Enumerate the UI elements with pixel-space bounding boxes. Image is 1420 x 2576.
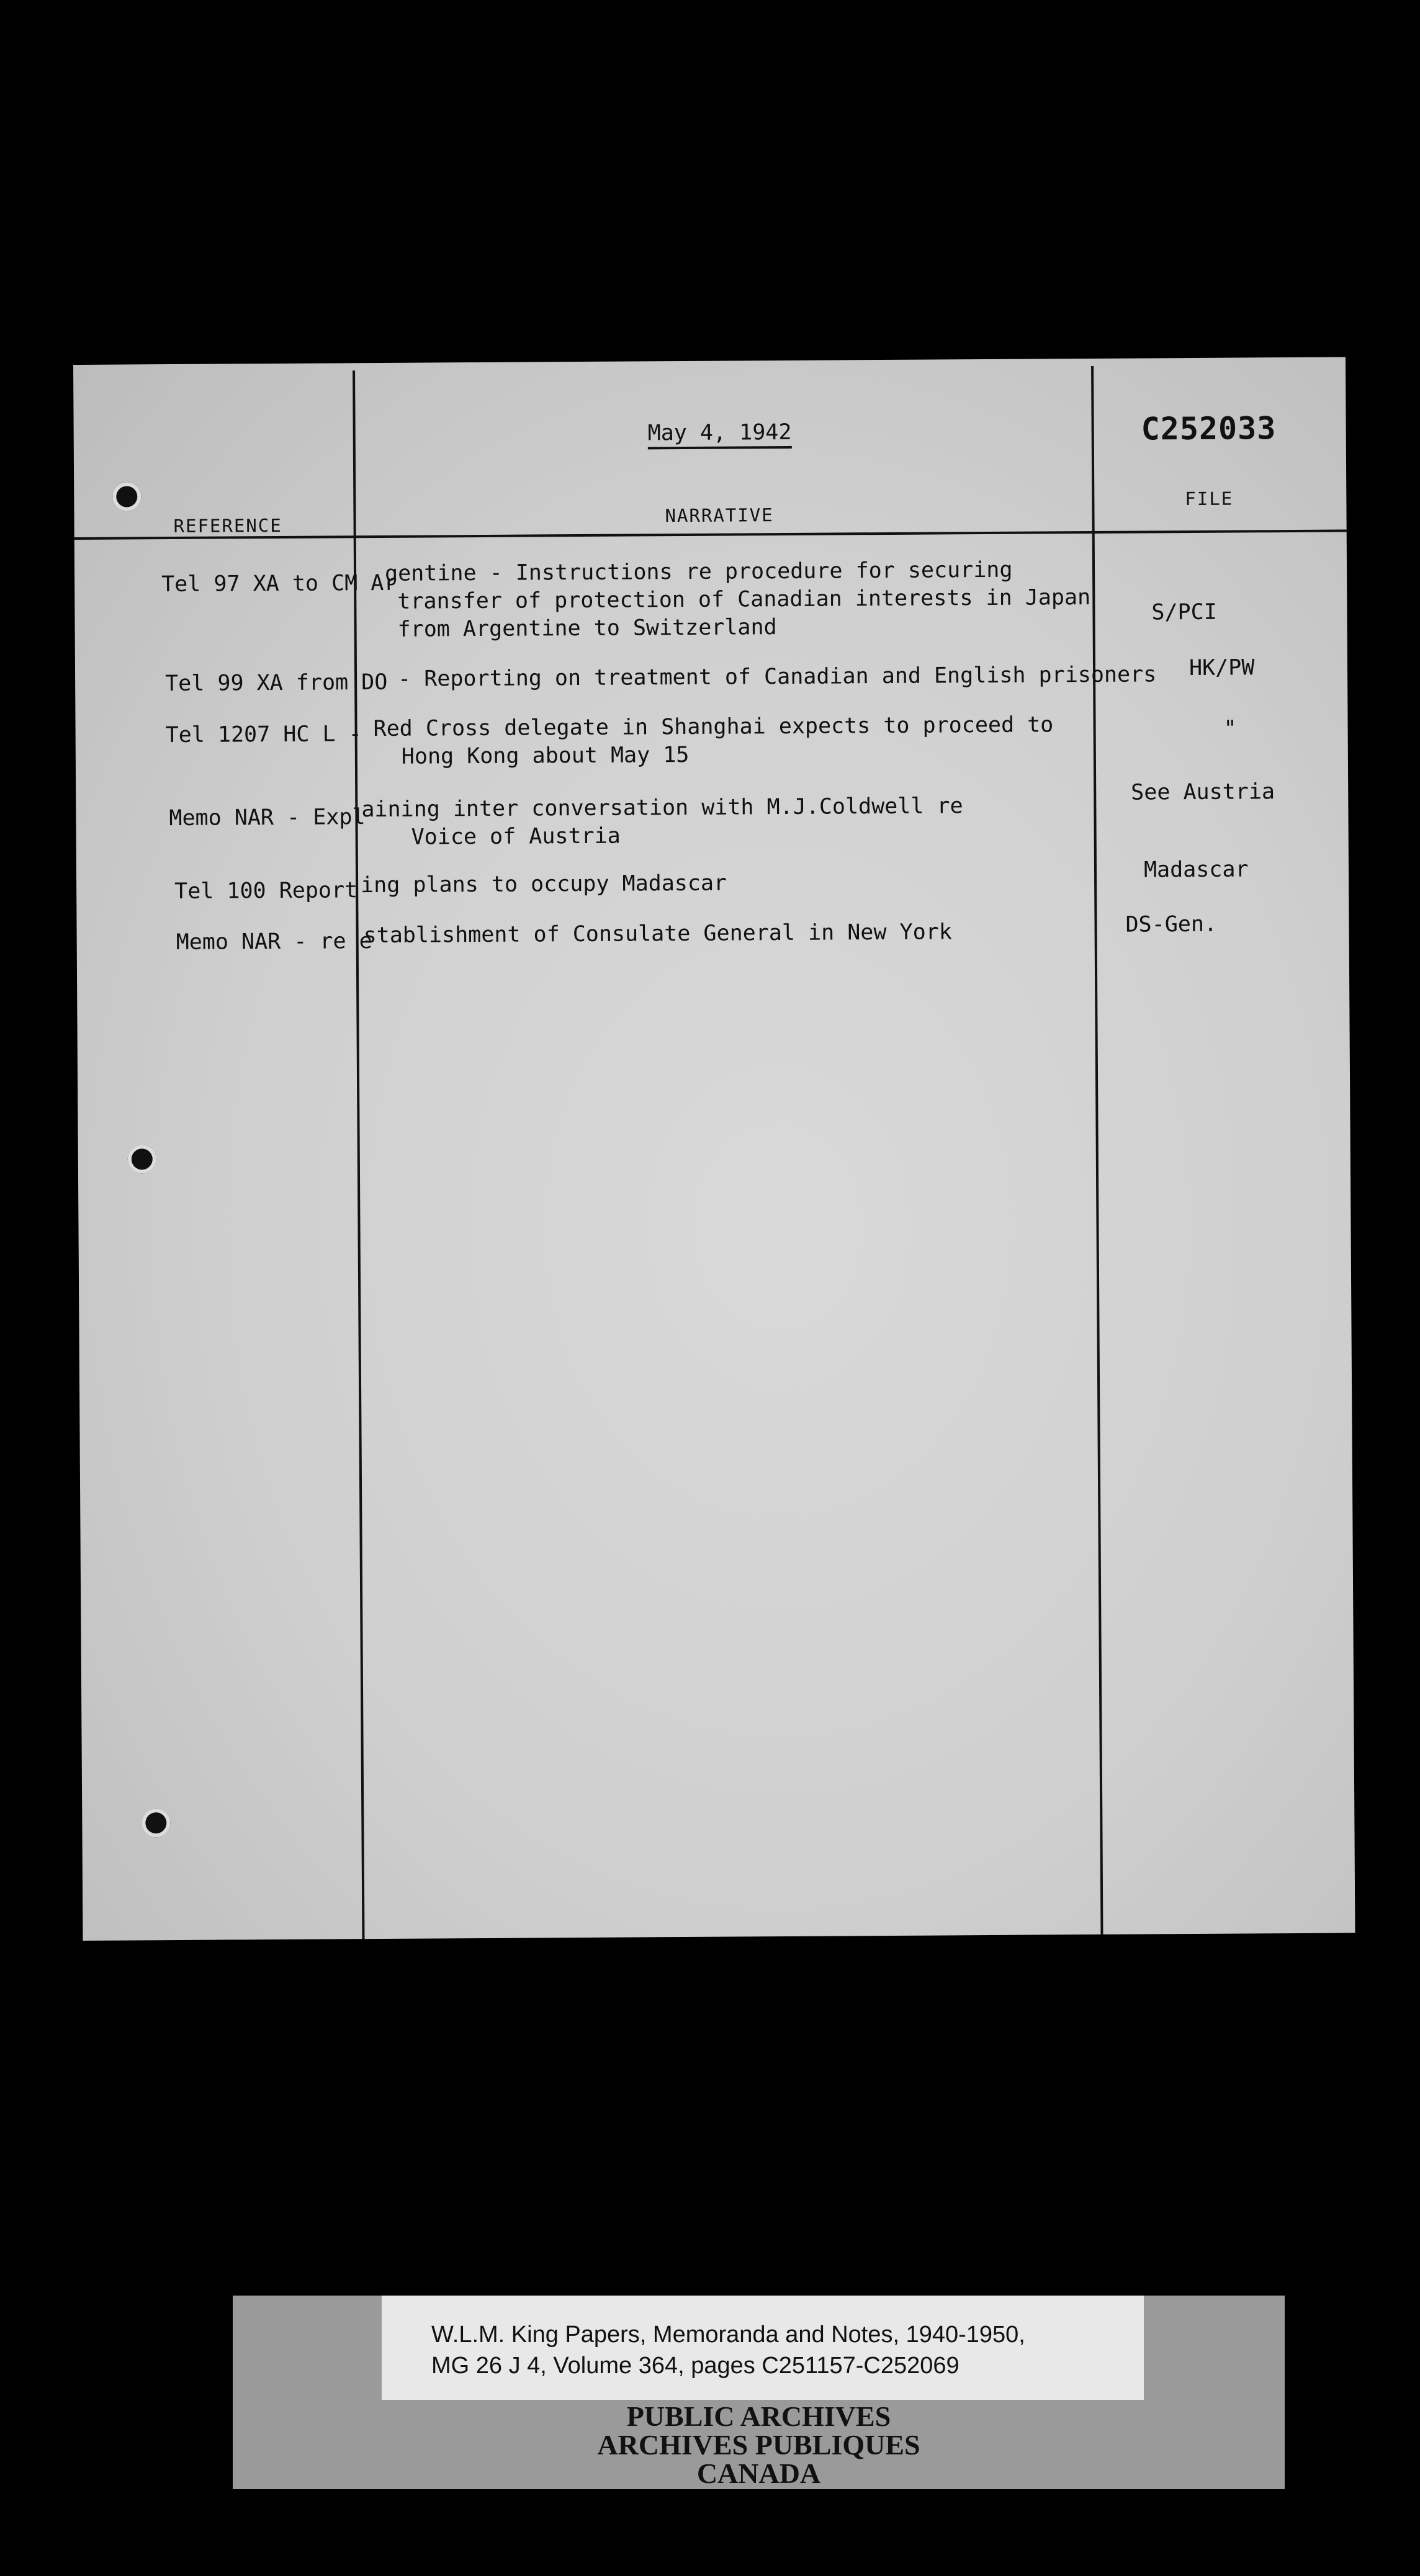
entry-narrative-line: Voice of Austria (411, 823, 621, 850)
entry-file: See Austria (1131, 779, 1275, 805)
entry-narrative-line: transfer of protection of Canadian interests in Japan (397, 584, 1091, 614)
entry-narrative-line: ing plans to occupy Madascar (361, 870, 727, 898)
citation-line: MG 26 J 4, Volume 364, pages C251157-C252069 (431, 2353, 959, 2379)
archive-stamp (233, 2402, 1285, 2488)
column-divider-right (1091, 366, 1103, 1934)
archive-label (233, 2296, 1285, 2489)
column-divider-left (353, 370, 364, 1939)
stamp-line: CANADA (696, 2457, 821, 2489)
punch-hole (112, 482, 141, 511)
entry-narrative-line: stablishment of Consulate General in New York (363, 919, 952, 949)
archive-citation-card (382, 2296, 1144, 2400)
entry-narrative-line: Red Cross delegate in Shanghai expects to proceed to (373, 712, 1054, 742)
entry-narrative-line: Hong Kong about May 15 (401, 742, 690, 769)
entry-narrative-line: from Argentine to Switzerland (397, 615, 777, 642)
stamp-line: ARCHIVES PUBLIQUES (597, 2429, 920, 2461)
punch-hole (142, 1809, 170, 1837)
citation-line: W.L.M. King Papers, Memoranda and Notes, 1940-1950, (431, 2322, 1025, 2348)
entry-reference: Memo NAR - Expl (169, 805, 366, 831)
stamp-line: PUBLIC ARCHIVES (626, 2400, 891, 2432)
document-date: May 4, 1942 (648, 420, 792, 449)
entry-file: DS-Gen. (1125, 911, 1218, 937)
entry-file: HK/PW (1189, 655, 1255, 681)
entry-file: " (1223, 716, 1237, 741)
entry-reference: Tel 1207 HC L - (165, 722, 362, 748)
entry-file: S/PCI (1151, 599, 1217, 625)
entry-narrative-line: aining inter conversation with M.J.Coldwell re (361, 794, 963, 823)
document-page (73, 357, 1355, 1940)
entry-reference: Tel 99 XA from DO (165, 669, 388, 697)
column-header-file: FILE (1185, 488, 1234, 510)
entry-narrative-line: - Reporting on treatment of Canadian and English prisoners (397, 662, 1157, 692)
entry-reference: Tel 100 Report (174, 878, 358, 905)
punch-hole (128, 1145, 156, 1173)
entry-narrative-line: gentine - Instructions re procedure for securing (384, 557, 1013, 586)
entry-file: Madascar (1143, 857, 1249, 883)
entry-reference: Tel 97 XA to CM Ar (161, 570, 397, 597)
column-header-reference: REFERENCE (173, 514, 282, 537)
entry-reference: Memo NAR - re e (176, 929, 372, 955)
column-header-narrative: NARRATIVE (665, 504, 774, 527)
document-number: C252033 (1141, 410, 1277, 447)
